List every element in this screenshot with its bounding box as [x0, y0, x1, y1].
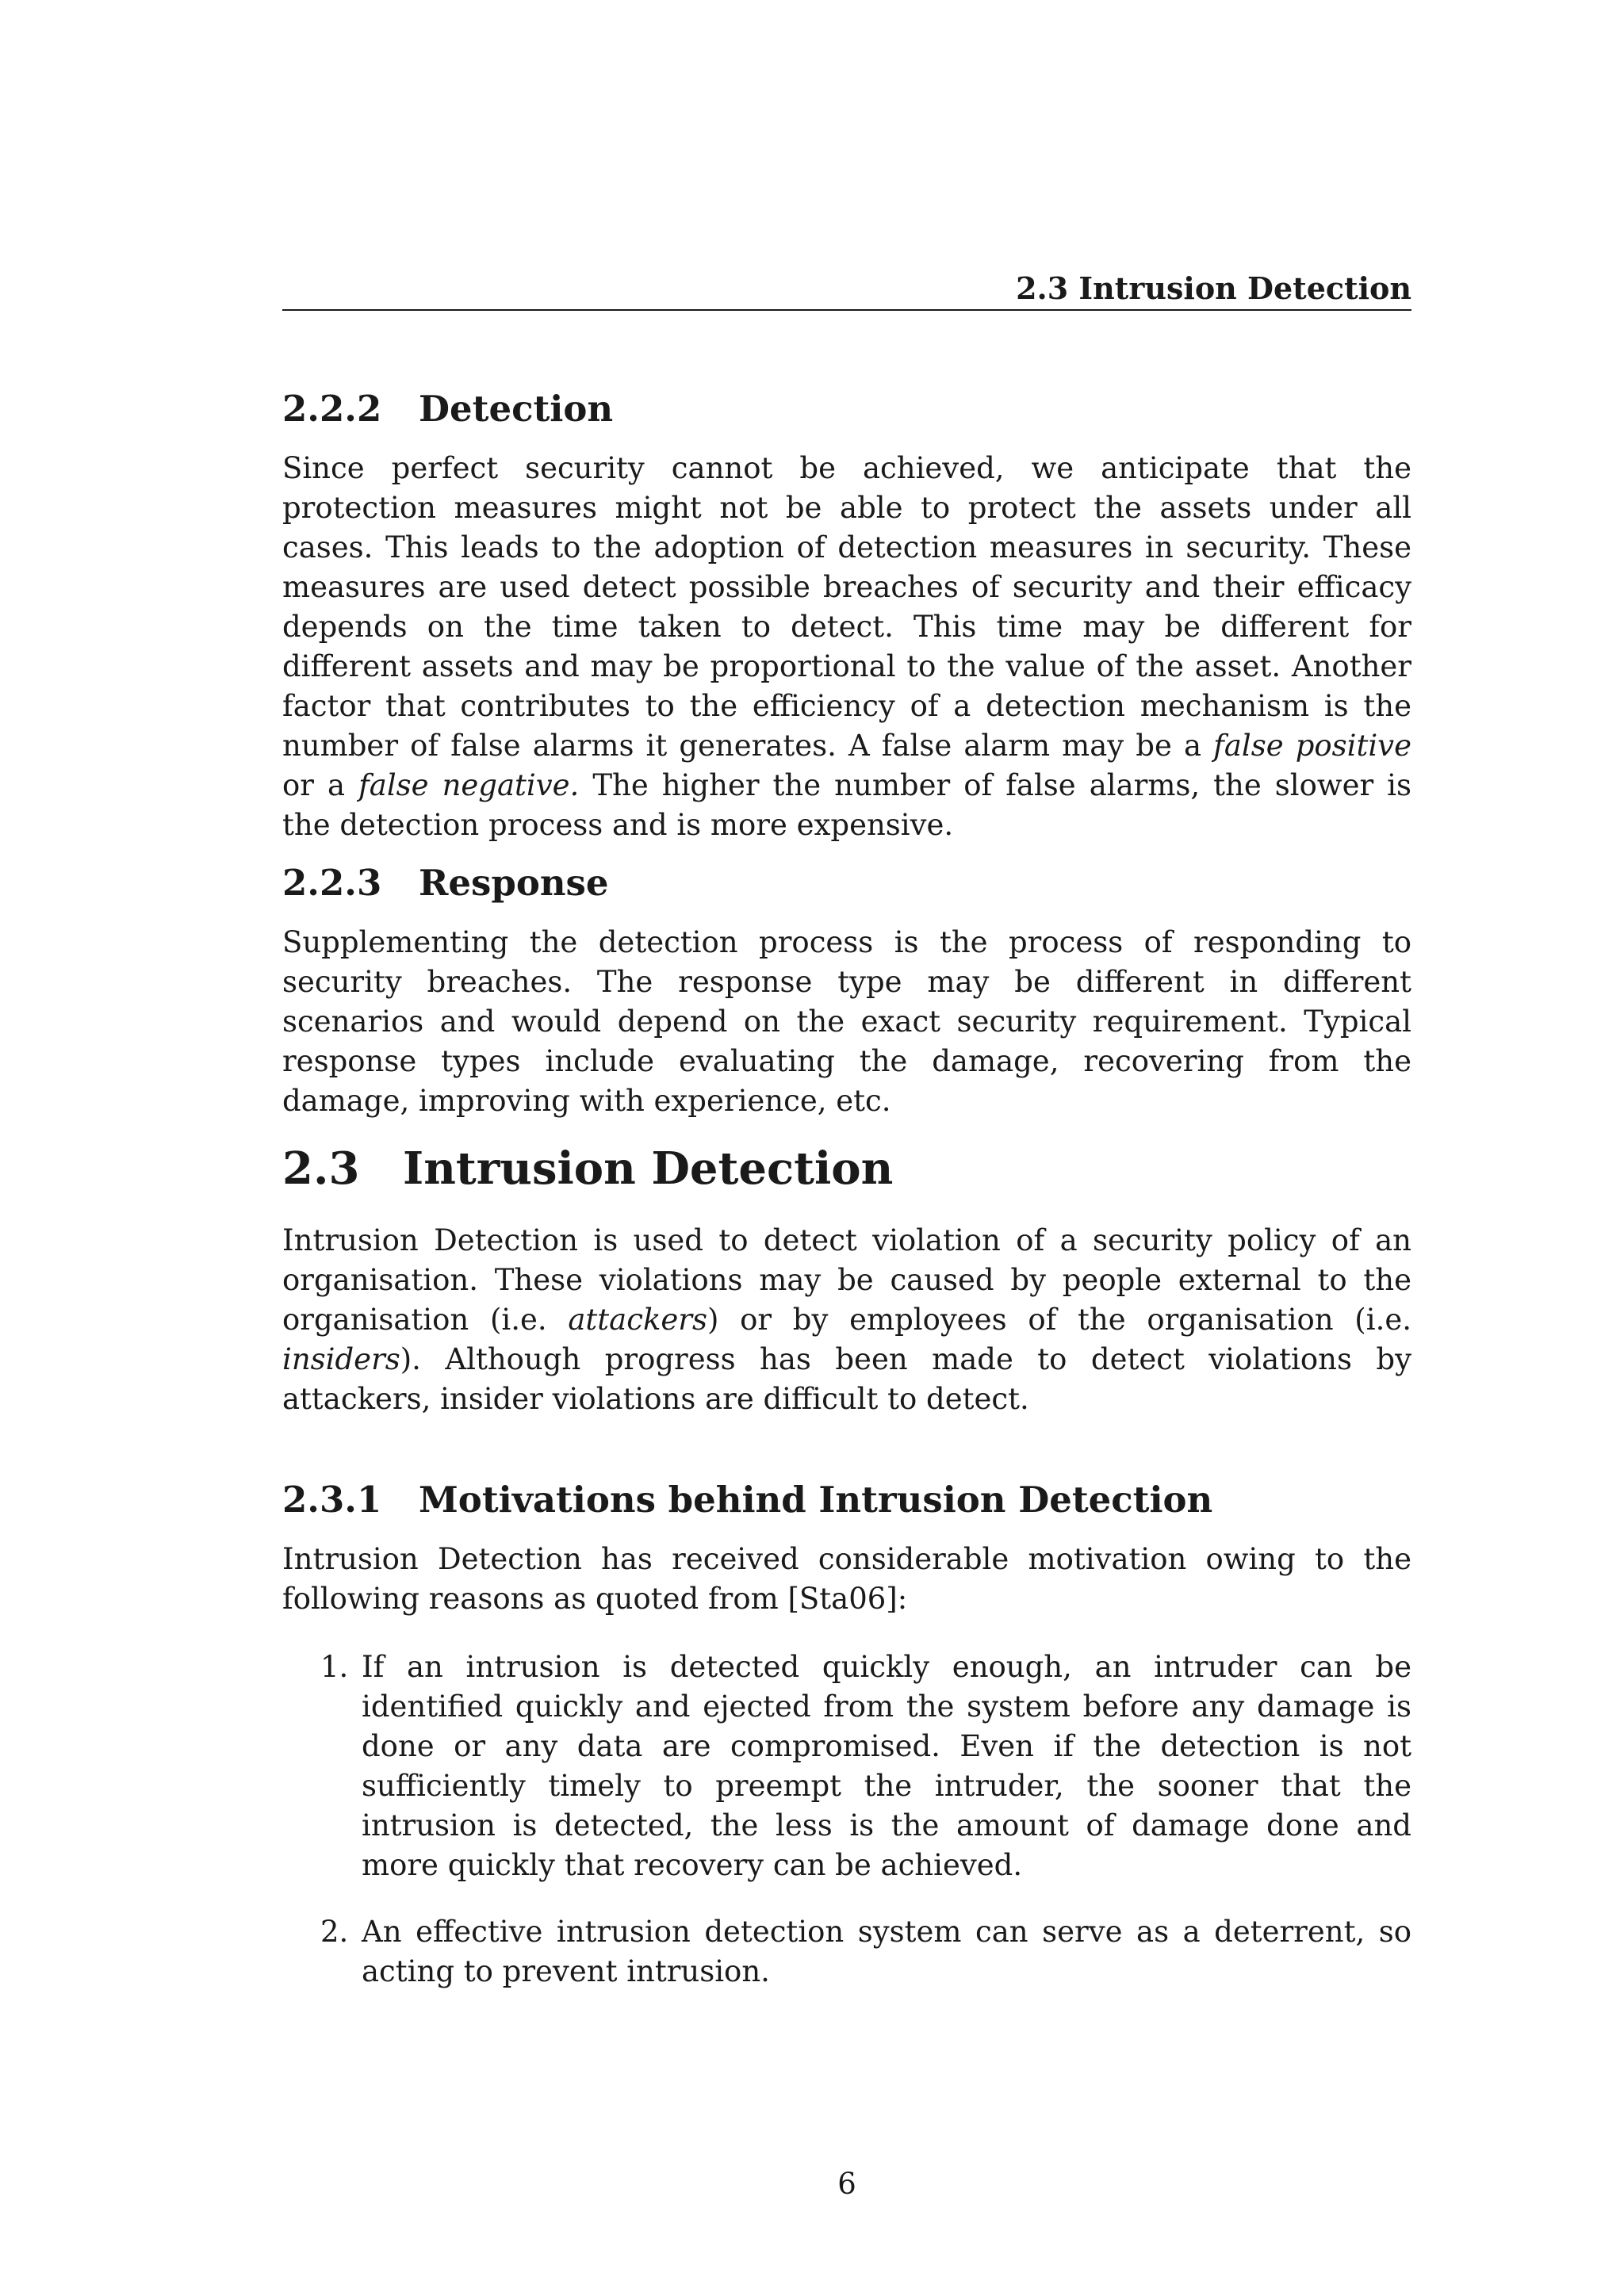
detection-text-part-2: or a	[282, 768, 359, 802]
page-number: 6	[837, 2167, 856, 2201]
section-number: 2.3.1	[282, 1479, 382, 1521]
term-insiders: insiders	[282, 1342, 400, 1376]
section-detection	[282, 385, 1411, 845]
section-title: Intrusion Detection	[403, 1142, 894, 1195]
section-heading	[282, 385, 1411, 433]
list-item-text: If an intrusion is detected quickly enough, an intruder can be identified quickly and ejected from the system before any damage is done or any data are compromised. Even if the detection is not sufficiently timely to preempt the intruder, the sooner that the intrusion is detected, the less is the amount of damage done and more quickly that recovery can be achieved.	[362, 1650, 1411, 1882]
term-attackers: attackers	[568, 1303, 707, 1337]
reasons-list	[282, 1647, 1411, 1992]
term-false-positive: false positive	[1213, 729, 1411, 763]
detection-paragraph	[282, 449, 1411, 845]
section-title: Detection	[419, 388, 614, 430]
list-item	[282, 1912, 1411, 1992]
list-item-marker: 1.	[320, 1650, 349, 1684]
section-heading	[282, 1138, 1411, 1199]
header-rule	[282, 309, 1411, 311]
intrusion-text-part-3: ). Although progress has been made to detect violations by attackers, insider violations are difficult to detect.	[282, 1342, 1411, 1416]
document-page	[282, 0, 1411, 2296]
term-false-negative: false negative.	[358, 768, 580, 802]
section-heading	[282, 859, 1411, 907]
section-response	[282, 859, 1411, 1121]
section-motivations	[282, 1476, 1411, 2019]
intrusion-detection-paragraph	[282, 1221, 1411, 1419]
section-number: 2.2.3	[282, 862, 382, 904]
response-paragraph: Supplementing the detection process is the process of responding to security breaches. The response type may be different in different scenarios and would depend on the exact security requirement. Typical response types include evaluating the damage, recovering from the damage, improving with experience, etc.	[282, 925, 1411, 1118]
intrusion-text-part-2: ) or by employees of the organisation (i.e.	[707, 1303, 1411, 1337]
running-head: 2.3 Intrusion Detection	[1016, 270, 1411, 306]
section-number: 2.3	[282, 1142, 360, 1195]
list-item-marker: 2.	[320, 1915, 349, 1949]
intrusion-text-part-1: Intrusion Detection is used to detect violation of a security policy of an organisation. These violations may be caused by people external to the organisation (i.e.	[282, 1223, 1411, 1337]
section-heading	[282, 1476, 1411, 1524]
list-item	[282, 1647, 1411, 1885]
motivations-intro: Intrusion Detection has received considerable motivation owing to the following reasons as quoted from [Sta06]:	[282, 1542, 1411, 1616]
section-title: Response	[419, 862, 609, 904]
detection-text-part-1: Since perfect security cannot be achieved, we anticipate that the protection measures might not be able to protect the assets under all cases. This leads to the adoption of detection measures in security. These measures are used detect possible breaches of security and their efficacy depends on the time taken to detect. This time may be different for different assets and may be proportional to the value of the asset. Another factor that contributes to the efficiency of a detection mechanism is the number of false alarms it generates. A false alarm may be a	[282, 451, 1411, 763]
list-item-text: An effective intrusion detection system can serve as a deterrent, so acting to prevent intrusion.	[362, 1915, 1411, 1988]
detection-text-part-3: The higher the number of false alarms, the slower is the detection process and is more expensive.	[282, 768, 1411, 842]
section-intrusion-detection	[282, 1138, 1411, 1419]
section-number: 2.2.2	[282, 388, 382, 430]
section-title: Motivations behind Intrusion Detection	[419, 1479, 1213, 1521]
